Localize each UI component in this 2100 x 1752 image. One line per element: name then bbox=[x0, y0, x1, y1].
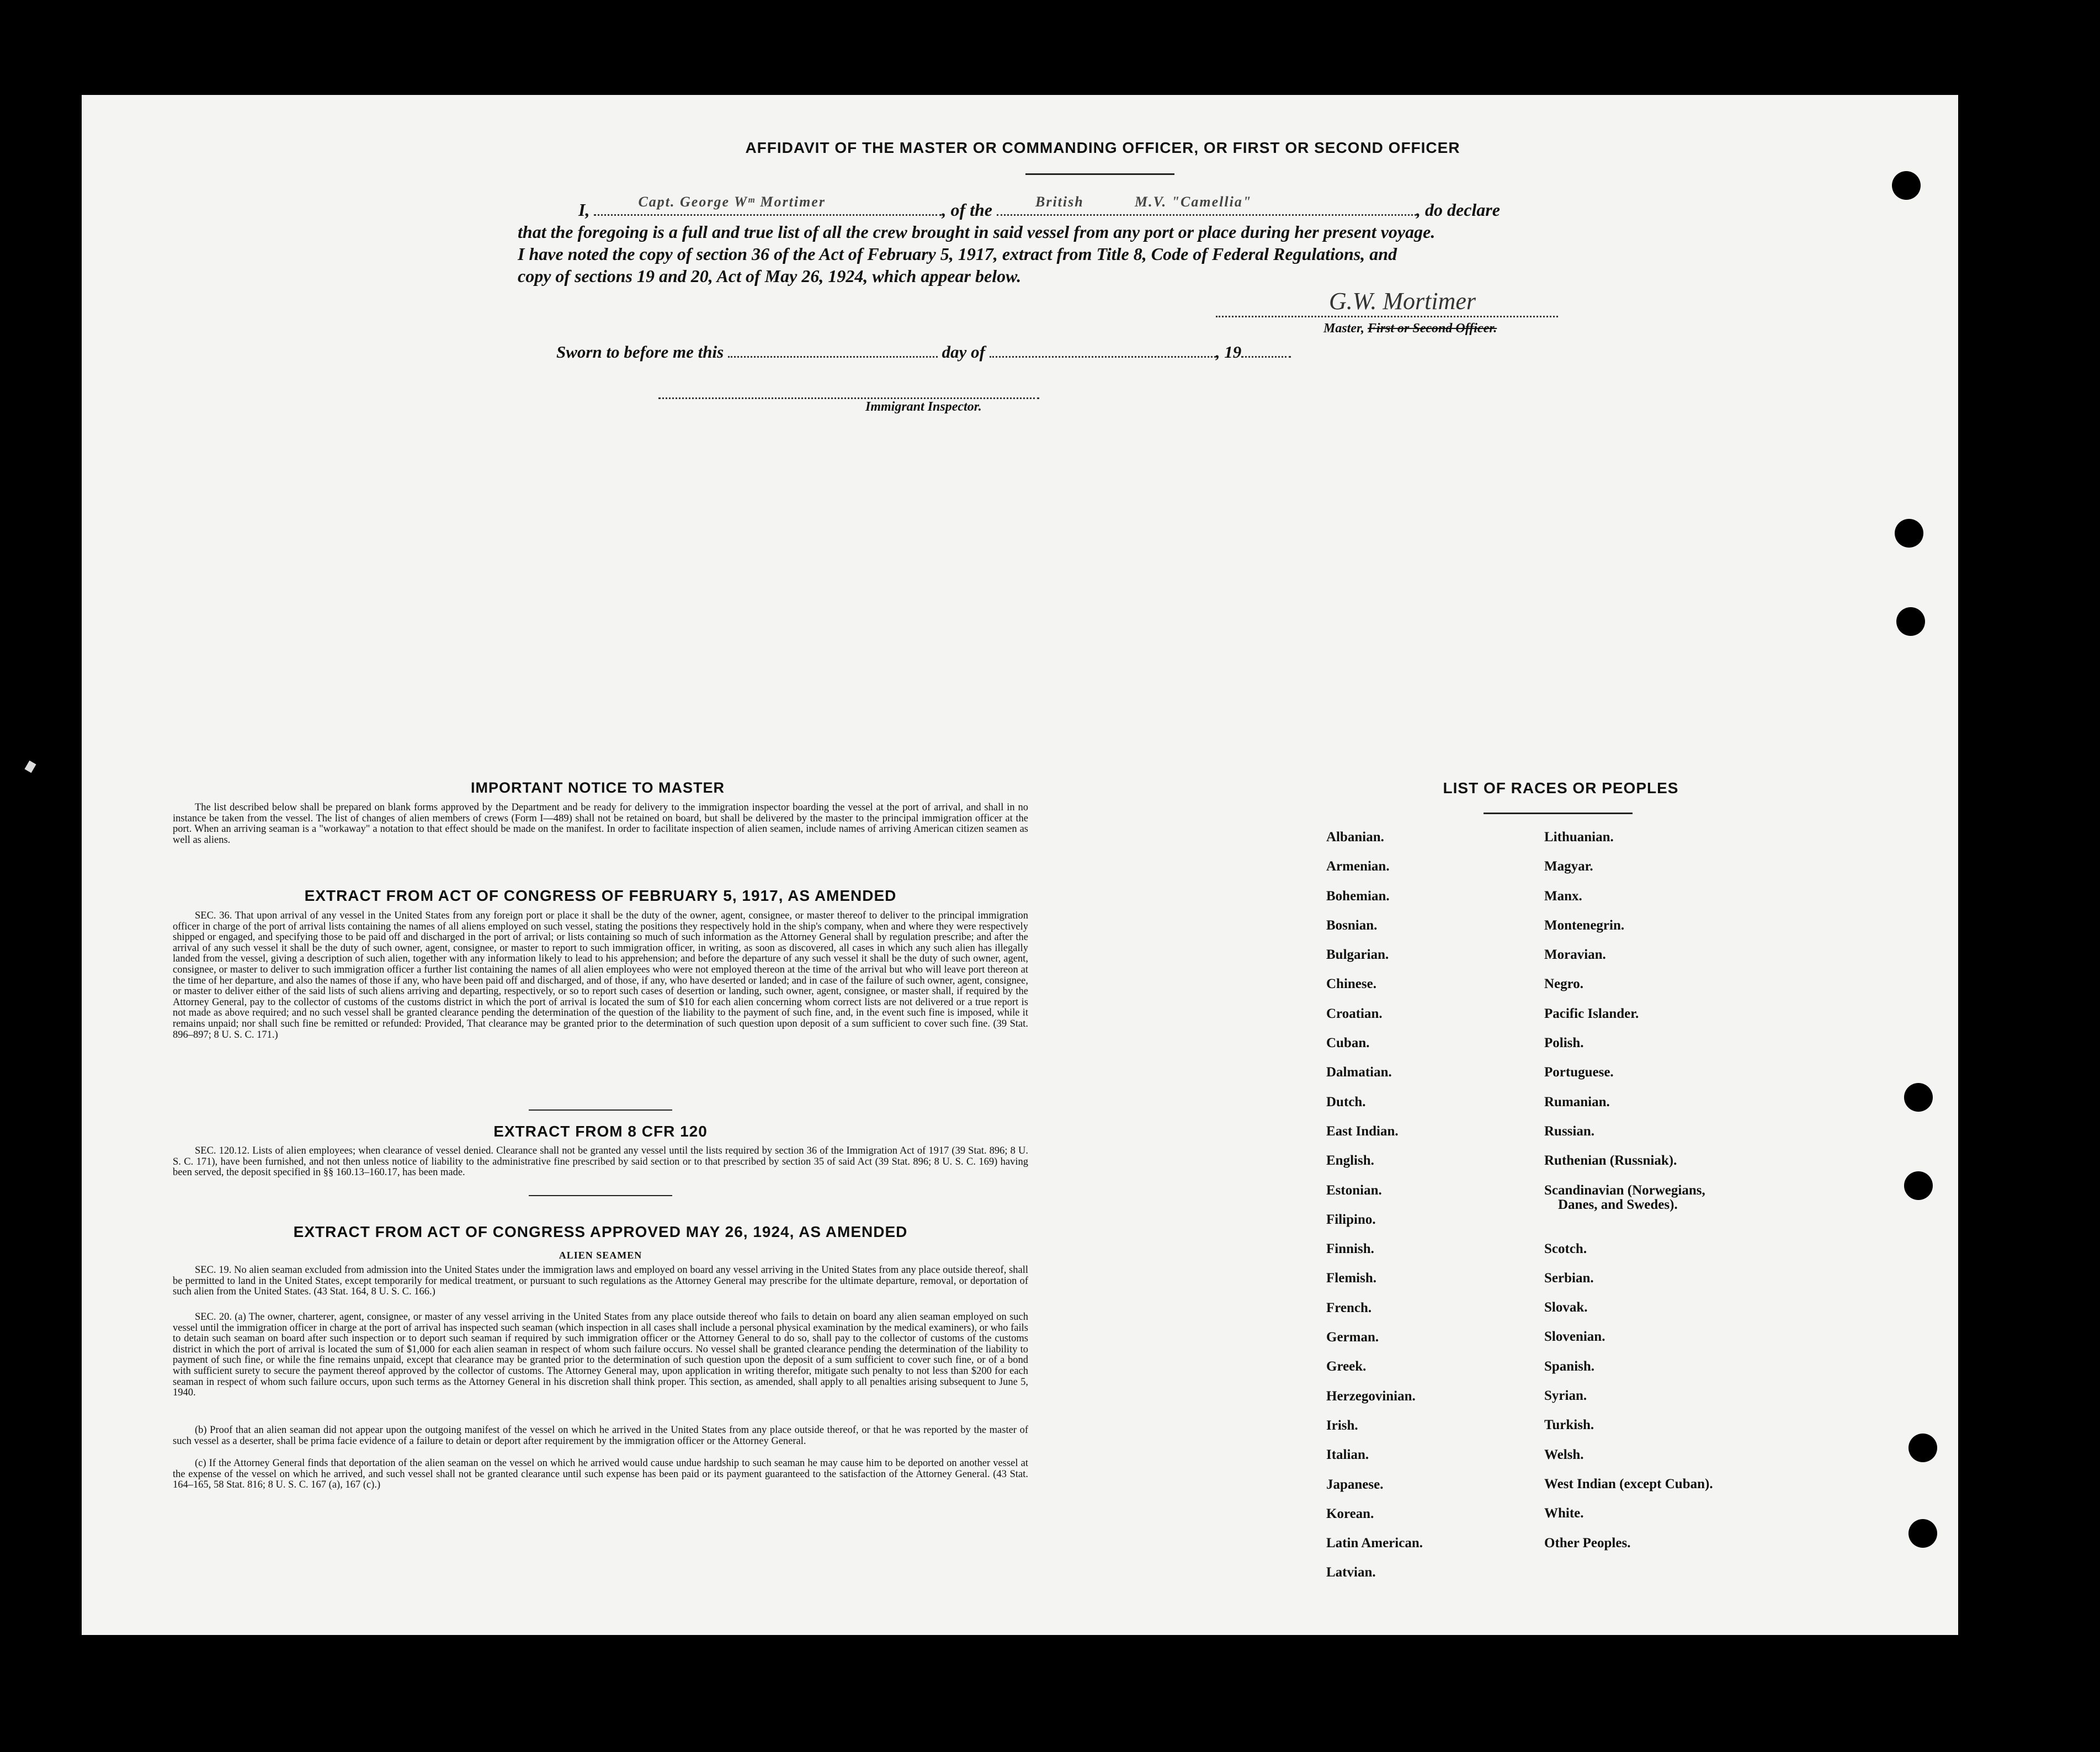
punch-hole bbox=[1896, 607, 1925, 636]
race-item: Bosnian. bbox=[1326, 917, 1378, 933]
race-item: Turkish. bbox=[1544, 1417, 1594, 1433]
scan-border bbox=[0, 0, 1, 1]
race-item: Finnish. bbox=[1326, 1241, 1374, 1257]
extract-1924-title: EXTRACT FROM ACT OF CONGRESS APPROVED MAY 26, 1924, AS AMENDED bbox=[293, 1223, 908, 1240]
punch-hole bbox=[1904, 1171, 1933, 1200]
punch-hole bbox=[1904, 1083, 1933, 1112]
punch-hole bbox=[1895, 519, 1923, 548]
race-item: White. bbox=[1544, 1506, 1584, 1521]
inspector-signature-line bbox=[658, 397, 1039, 399]
race-item: German. bbox=[1326, 1330, 1379, 1345]
race-item: Filipino. bbox=[1326, 1212, 1376, 1227]
sec19-text: SEC. 19. No alien seaman excluded from admission into the United States under the immigration laws and employed on board any vessel arriving in the United States from any place outside thereof, shall be permitted to land in the United States, except temporarily for medical treatment, or pursuant to such regulations as the Attorney General may prescribe for the ultimate departure, removal, or deportation of such alien from the United States. (43 Stat. 164, 8 U. S. C. 166.) bbox=[173, 1265, 1028, 1298]
do-declare-label: , do declare bbox=[1416, 200, 1500, 220]
race-item: Dalmatian. bbox=[1326, 1065, 1392, 1080]
year-label: , 19 bbox=[1215, 342, 1242, 362]
race-item: Serbian. bbox=[1544, 1270, 1594, 1286]
race-item: Syrian. bbox=[1544, 1388, 1587, 1404]
i-label: I, bbox=[578, 200, 590, 220]
master-name-field bbox=[594, 194, 942, 216]
race-item: Slovak. bbox=[1544, 1300, 1588, 1315]
races-column-1 bbox=[1326, 829, 1423, 1594]
cfr-text: SEC. 120.12. Lists of alien employees; when clearance of vessel denied. Clearance shall not be granted any vessel until the lists required by section 36 of the Immigration Act of 1917 (39 Stat. 896; 8 U. S. C. 171), have been furnished, and not then unless notice of liability to the administrative fine prescribed by said section or to that prescribed by section 35 of said Act (39 Stat. 896; 8 U. S. C. 169) having been served, the deposit specified in §§ 160.13–160.17, has been made. bbox=[173, 1145, 1028, 1178]
race-item: Latvian. bbox=[1326, 1565, 1376, 1580]
races-title: LIST OF RACES OR PEOPLES bbox=[1443, 779, 1679, 797]
signer-role-struck: First or Second Officer. bbox=[1368, 321, 1497, 336]
signer-role-master: Master, bbox=[1323, 321, 1365, 336]
vessel-field bbox=[997, 194, 1416, 216]
race-item: Irish. bbox=[1326, 1417, 1358, 1433]
punch-hole bbox=[1908, 1434, 1937, 1462]
title-underline bbox=[1025, 173, 1174, 175]
race-item: Russian. bbox=[1544, 1123, 1595, 1139]
race-item: Other Peoples. bbox=[1544, 1535, 1631, 1551]
race-item: Magyar. bbox=[1544, 859, 1593, 874]
race-item: Spanish. bbox=[1544, 1358, 1595, 1374]
of-the-label: , of the bbox=[942, 200, 992, 220]
race-item: Lithuanian. bbox=[1544, 830, 1614, 845]
race-item: Herzegovinian. bbox=[1326, 1388, 1416, 1404]
race-item: Chinese. bbox=[1326, 976, 1376, 992]
race-item: Latin American. bbox=[1326, 1536, 1423, 1551]
race-item: Welsh. bbox=[1544, 1447, 1584, 1462]
race-item: Polish. bbox=[1544, 1036, 1584, 1051]
declaration-line-2: that the foregoing is a full and true list of all the crew brought in said vessel from any port or place during her present voyage. bbox=[518, 222, 1436, 242]
affidavit-title: AFFIDAVIT OF THE MASTER OR COMMANDING OFFICER, OR FIRST OR SECOND OFFICER bbox=[745, 139, 1460, 156]
alien-seamen-subtitle: ALIEN SEAMEN bbox=[559, 1250, 642, 1261]
sec20b-text: (b) Proof that an alien seaman did not appear upon the outgoing manifest of the vessel on which he arrived in the United States from any place outside thereof, or that he was reported by the master of such vessel as a deserter, shall be prima facie evidence of a failure to detain or deport after requirement by the immigration officer or the Attorney General. bbox=[173, 1425, 1028, 1447]
cfr-title: EXTRACT FROM 8 CFR 120 bbox=[493, 1123, 708, 1140]
races-column-2 bbox=[1544, 829, 1713, 1564]
sworn-year-field bbox=[1241, 356, 1291, 358]
extract-1917-text: SEC. 36. That upon arrival of any vessel in the United States from any foreign port or place it shall be the duty of the owner, agent, consignee, or master thereof to deliver to the principal immigration officer in charge of the port of arrival lists containing the names of all aliens employed on such vessel, stating the positions they respectively hold in the ship's company, when and where they were respectively shipped or engaged, and specifying those to be paid off and discharged in the port of arrival; or lists containing so much of such information as the Attorney General shall by regulation prescribe; and after the arrival of any such vessel it shall be the duty of such owner, agent, consignee, or master to report to such immigration officer, in writing, as soon as discovered, all cases in which any such alien has illegally landed from the vessel, giving a description of such alien, together with any information likely to lead to his apprehension; and before the departure of any such vessel it shall be the duty of such owner, agent, consignee, or master to deliver to such immigration officer a further list containing the names of all alien employees who were not employed thereon at the time of the arrival but who will leave port thereon at the time of her departure, and also the names of those if any, who have been paid off and discharged, and of those, if any, who have deserted or landed; and in case of the failure of such owner, agent, consignee, or master to deliver either of the said lists of such aliens arriving and departing, respectively, or so to report such cases of desertion or landing, such owner, agent, consignee, or master shall, if required by the Attorney General, pay to the collector of customs of the customs district in which the port of arrival is located the sum of $10 for each alien concerning whom correct lists are not delivered or a true report is not made as above required; and no such vessel shall be granted clearance pending the determination of the question of the liability to the payment of such fine, and, in the event such fine is imposed, while it remains unpaid; nor shall such fine be remitted or refunded: Provided, That clearance may be granted prior to the determination of such question upon deposit of a sum sufficient to cover such fine. (39 Stat. 896–897; 8 U. S. C. 171.) bbox=[173, 910, 1028, 1040]
race-item: Estonian. bbox=[1326, 1182, 1382, 1198]
sec20a-text: SEC. 20. (a) The owner, charterer, agent, consignee, or master of any vessel arriving in the United States from any place outside thereof who fails to detain on board any alien seaman employed on such vessel until the immigration officer in charge at the port of arrival has inspected such seaman (which inspection in all cases shall include a personal physical examination by the medical examiners), or who fails to detain such seaman on board after such inspection or to deport such seaman if required by such immigration officer or the Attorney General to do so, shall pay to the collector of customs of the customs district in which the port of arrival is located the sum of $1,000 for each alien seaman in respect of whom such failure occurs. No vessel shall be granted clearance pending the determination of the liability to payment of such fine, or while the fine remains unpaid, except that clearance may be granted prior to the determination of such question upon the deposit of a sum sufficient to cover such fine, or of a bond with sufficient surety to secure the payment thereof approved by the collector of customs. The Attorney General may, upon application in writing therefor, mitigate such penalty to not less than $200 for each seaman in respect of whom such failure occurs, upon such terms as the Attorney General in his discretion shall think proper. This section, as amended, shall apply to all penalties arising subsequent to June 5, 1940. bbox=[173, 1312, 1028, 1399]
race-item: Scotch. bbox=[1544, 1241, 1587, 1256]
section-divider bbox=[529, 1195, 672, 1196]
race-item: Scandinavian (Norwegians, bbox=[1544, 1182, 1705, 1198]
vessel-name-handwritten: M.V. "Camellia" bbox=[1135, 194, 1252, 210]
race-item: Portuguese. bbox=[1544, 1065, 1614, 1080]
sworn-line bbox=[556, 342, 1291, 362]
declaration-line-3: I have noted the copy of section 36 of the Act of February 5, 1917, extract from Title 8, Code of Federal Regulations, and bbox=[518, 244, 1397, 264]
race-item: English. bbox=[1326, 1153, 1374, 1169]
races-title-underline bbox=[1484, 813, 1633, 814]
race-item: West Indian (except Cuban). bbox=[1544, 1476, 1713, 1491]
race-item: Negro. bbox=[1544, 976, 1584, 992]
day-of-label: day of bbox=[942, 342, 985, 362]
section-divider bbox=[529, 1109, 672, 1111]
notice-title: IMPORTANT NOTICE TO MASTER bbox=[471, 779, 725, 796]
race-item: Italian. bbox=[1326, 1447, 1369, 1463]
race-item: Pacific Islander. bbox=[1544, 1006, 1639, 1021]
sworn-month-field bbox=[990, 356, 1216, 358]
signer-role bbox=[1323, 321, 1497, 336]
sec20c-text: (c) If the Attorney General finds that deportation of the alien seaman on the vessel on which he arrived would cause undue hardship to such seaman he may cause him to be deported on another vessel at the expense of the vessel on which he arrived, and such vessel shall not be granted clearance until such expense has been paid or its payment guaranteed to the satisfaction of the Attorney General. (43 Stat. 164–165, 58 Stat. 816; 8 U. S. C. 167 (a), 167 (c).) bbox=[173, 1458, 1028, 1491]
document-page bbox=[82, 95, 1958, 1635]
extract-1917-title: EXTRACT FROM ACT OF CONGRESS OF FEBRUARY 5, 1917, AS AMENDED bbox=[304, 887, 897, 904]
race-item: Ruthenian (Russniak). bbox=[1544, 1153, 1677, 1169]
race-item: Dutch. bbox=[1326, 1094, 1366, 1109]
race-item: Greek. bbox=[1326, 1359, 1367, 1374]
race-item: Montenegrin. bbox=[1544, 917, 1625, 933]
race-item: Danes, and Swedes). bbox=[1558, 1197, 1678, 1212]
race-item: East Indian. bbox=[1326, 1123, 1399, 1139]
race-item: Cuban. bbox=[1326, 1036, 1370, 1051]
race-item: Moravian. bbox=[1544, 947, 1606, 963]
race-item: Korean. bbox=[1326, 1506, 1374, 1521]
race-item: Flemish. bbox=[1326, 1271, 1376, 1286]
race-item: Armenian. bbox=[1326, 859, 1390, 874]
race-item: French. bbox=[1326, 1300, 1372, 1315]
sworn-label: Sworn to before me this bbox=[556, 342, 724, 362]
race-item: Japanese. bbox=[1326, 1477, 1384, 1492]
race-item: Croatian. bbox=[1326, 1006, 1383, 1021]
punch-hole bbox=[1892, 171, 1921, 200]
affidavit-declaration bbox=[518, 194, 1660, 287]
race-item: Bohemian. bbox=[1326, 888, 1390, 904]
notice-text: The list described below shall be prepared on blank forms approved by the Department and be ready for delivery to the immigration inspector boarding the vessel at the port of arrival, and shall in no instance be taken from the vessel. The list of changes of alien members of crews (Form I—489) shall not be retained on board, but shall be delivered by the master to the principal immigration officer at the port. When an arriving seaman is a "workaway" a notation to that effect should be made on the manifest. In order to facilitate inspection of alien seamen, include names of arriving American citizen seamen as well as aliens. bbox=[173, 802, 1028, 846]
race-item: Slovenian. bbox=[1544, 1329, 1605, 1345]
race-item: Rumanian. bbox=[1544, 1094, 1610, 1109]
race-item: Bulgarian. bbox=[1326, 947, 1389, 963]
master-name-handwritten: Capt. George Wᵐ Mortimer bbox=[638, 194, 826, 210]
signature-line bbox=[1216, 316, 1558, 317]
scan-speck bbox=[24, 761, 36, 773]
declaration-line-4: copy of sections 19 and 20, Act of May 26, 1924, which appear below. bbox=[518, 266, 1022, 286]
race-item: Albanian. bbox=[1326, 830, 1384, 845]
master-signature: G.W. Mortimer bbox=[1329, 288, 1476, 315]
punch-hole bbox=[1908, 1519, 1937, 1548]
sworn-day-field bbox=[728, 356, 938, 358]
inspector-label: Immigrant Inspector. bbox=[865, 400, 982, 414]
race-item: Manx. bbox=[1544, 888, 1582, 904]
nationality-handwritten: British bbox=[1035, 194, 1084, 210]
